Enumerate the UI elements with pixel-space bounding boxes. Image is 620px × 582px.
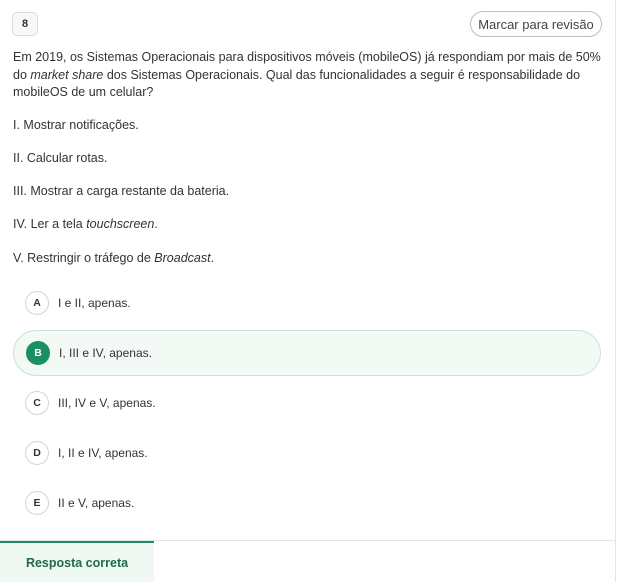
statement-item-5: V. Restringir o tráfego de Broadcast. — [13, 251, 215, 265]
stem-text-1: Em 2019, os Sistemas Operacionais para dispositivos móveis (mobileOS) já respondiam por mais de 50% do — [13, 50, 601, 82]
option-c[interactable] — [13, 380, 601, 426]
option-letter: E — [25, 491, 49, 515]
option-label: II e V, apenas. — [58, 496, 135, 510]
option-label: I, II e IV, apenas. — [58, 446, 148, 460]
stem-text-2: dos Sistemas Operacionais. Qual das funcionalidades a seguir é responsabilidade do mobileOS de um celular? — [13, 67, 581, 99]
option-label: I, III e IV, apenas. — [59, 346, 152, 360]
right-border — [615, 0, 616, 582]
question-number: 8 — [12, 12, 38, 36]
option-label: I e II, apenas. — [58, 296, 131, 310]
option-letter: A — [25, 291, 49, 315]
statement-item-2: II. Calcular rotas. — [13, 151, 108, 165]
statement-item-1: I. Mostrar notificações. — [13, 118, 139, 132]
option-letter: D — [25, 441, 49, 465]
option-label: III, IV e V, apenas. — [58, 396, 156, 410]
mark-for-review-button[interactable]: Marcar para revisão — [470, 11, 602, 37]
option-letter: C — [25, 391, 49, 415]
option-letter: B — [26, 341, 50, 365]
statement-item-3: III. Mostrar a carga restante da bateria. — [13, 184, 230, 198]
option-a[interactable] — [13, 280, 601, 326]
question-stem — [13, 49, 608, 102]
option-b[interactable] — [13, 330, 601, 376]
option-e[interactable] — [13, 480, 601, 526]
stem-emphasis: market share — [30, 67, 104, 82]
statement-item-4: IV. Ler a tela touchscreen. — [13, 217, 158, 231]
correct-answer-tab[interactable]: Resposta correta — [0, 541, 154, 582]
option-d[interactable] — [13, 430, 601, 476]
